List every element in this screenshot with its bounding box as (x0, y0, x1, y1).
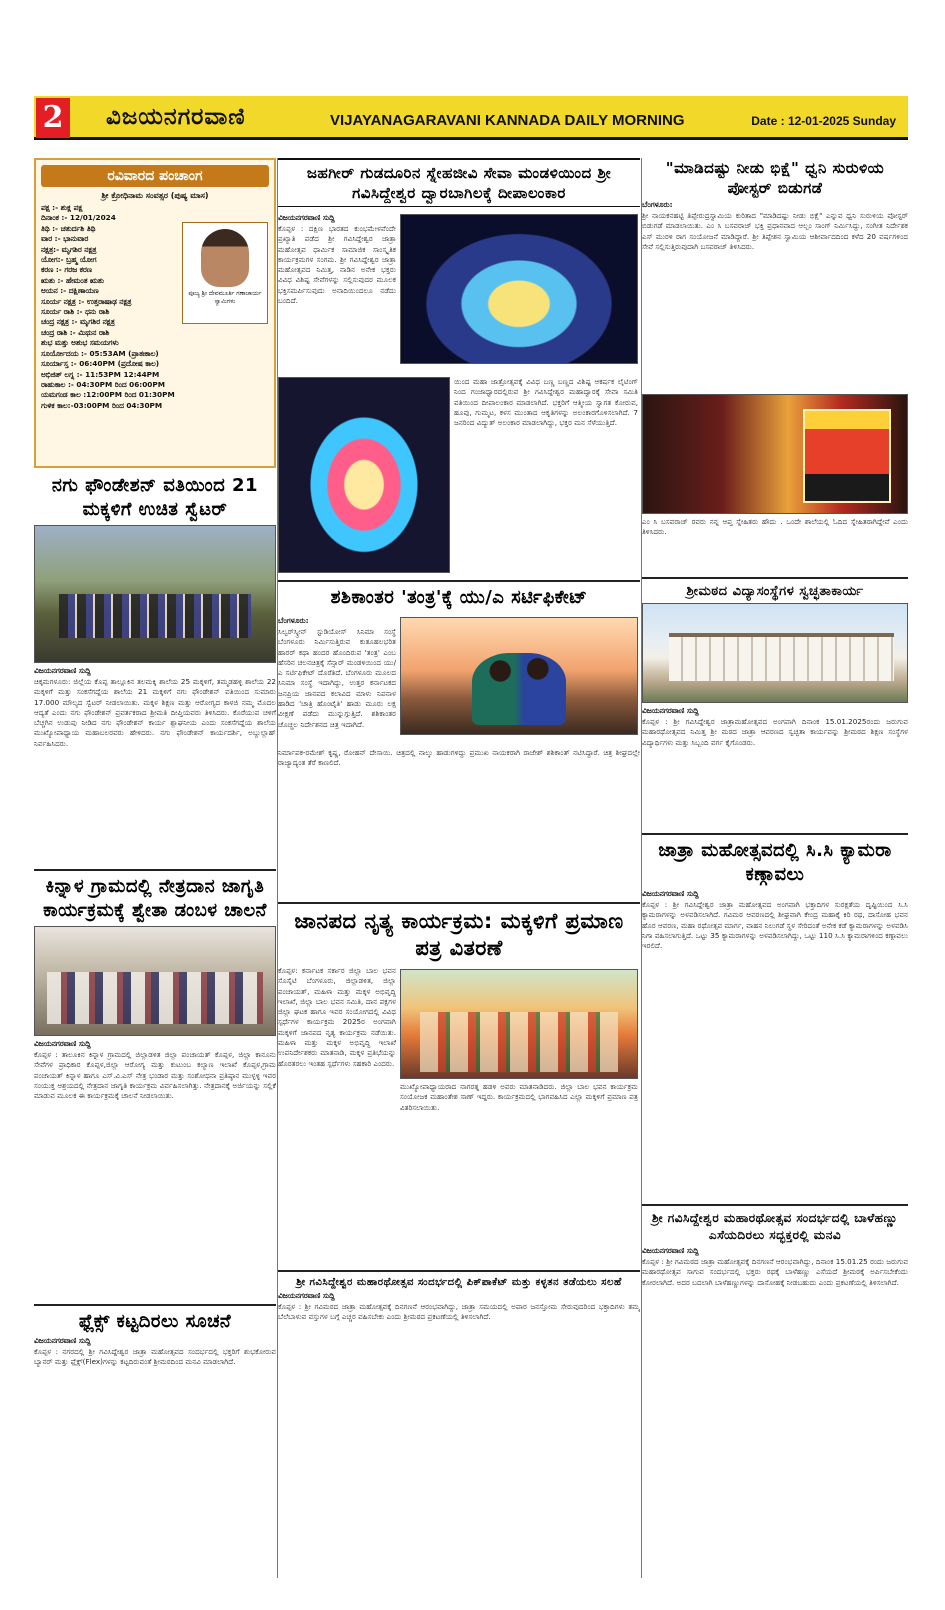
headline: ಜಹಗೀರ್ ಗುಡದೂರಿನ ಸ್ನೇಹಜೀವಿ ಸೇವಾ ಮಂಡಳಿಯಿಂದ ಶ್ರೀ ಗವಿಸಿದ್ದೇಶ್ವರ ದ್ವಾರಬಾಗಿಲಕ್ಕೆ ದೀಪಾಲಂಕಾರ (278, 158, 640, 207)
panchanga-row: ಪಕ್ಷ :- ಶುಕ್ಲ ಪಕ್ಷ (41, 203, 83, 212)
paper-name-kannada: ವಿಜಯನಗರವಾಣಿ (106, 104, 246, 130)
masthead (34, 96, 908, 140)
panchanga-row: ವಾರ :- ಭಾನುವಾರ (41, 234, 89, 244)
article-body: ನಿರ್ಮಾಪಕ-ರಮೇಶ್ ಕೃಷ್ಣ, ರೋಹನ್ ದೇಸಾಯಿ. ಚಿತ್ರದಲ್ಲಿ ನಾಲ್ಕು ಹಾಡುಗಳಿದ್ದು ಪ್ರಮುಖ ನಾಯಕರಾಗಿ ರಾಜೇಶ್ ಶಶಿಕಾಂತ್ ನಟಿಸಿದ್ದಾರೆ. ಚಿತ್ರ ಶೀಘ್ರದಲ್ಲೇ ರಾಜ್ಯಾದ್ಯಂತ ತೆರೆ ಕಾಣಲಿದೆ. (278, 748, 640, 768)
panchanga-row: ದಿನಾಂಕ :- 12/01/2024 (41, 213, 116, 223)
headline: ಕಿನ್ನಾಳ ಗ್ರಾಮದಲ್ಲಿ ನೇತ್ರದಾನ ಜಾಗೃತಿ ಕಾರ್ಯಕ್ರಮಕ್ಕೆ ಶ್ವೇತಾ ಡಂಬಳ ಚಾಲನೆ (43, 876, 267, 921)
panchanga-title: ರವಿವಾರದ ಪಂಚಾಂಗ (41, 165, 269, 187)
article-body: ಕೊಪ್ಪಳ: ಕರ್ನಾಟಕ ಸರ್ಕಾರ ಜಿಲ್ಲಾ ಬಾಲ ಭವನ ಸೊಸೈಟಿ ಬೆಂಗಳೂರು, ಜಿಲ್ಲಾಡಳಿತ, ಜಿಲ್ಲಾ ಪಂಚಾಯತ್, ಮಹಿಳಾ ಮತ್ತು ಮಕ್ಕಳ ಅಭಿವೃದ್ಧಿ ಇಲಾಖೆ, ಜಿಲ್ಲಾ ಬಾಲ ಭವನ ಸಮಿತಿ, ದಾನ ಪಕ್ಷಗಳ ಜಿಲ್ಲಾ ಘಟಕ ಹಾಗೂ ಇವರ ಸಂಯೋಗದಲ್ಲಿ ವಿವಿಧ ಸ್ಪರ್ಧೆಗಳ ಕಾರ್ಯಕ್ರಮ 2025ರ ಅಂಗವಾಗಿ ಮಕ್ಕಳಿಗೆ ಜಾನಪದ ನೃತ್ಯ ಕಾರ್ಯಕ್ರಮ ನಡೆಯಿತು. ಮಹಿಳಾ ಮತ್ತು ಮಕ್ಕಳ ಅಭಿವೃದ್ಧಿ ಇಲಾಖೆ ಉಪನಿರ್ದೇಶಕರು ಮಾತನಾಡಿ, ಮಕ್ಕಳ ಪ್ರತಿಭೆಯನ್ನು ಹೊರತರಲು ಇಂತಹ ಸ್ಪರ್ಧೆಗಳು ಸಹಕಾರಿ ಎಂದರು. (278, 966, 396, 1068)
headline: ಶ್ರೀ ಗವಿಸಿದ್ದೇಶ್ವರ ಮಹಾರಥೋತ್ಸವ ಸಂದರ್ಭದಲ್ಲಿ ಪಿಕ್‌ಪಾಕೆಟ್ ಮತ್ತು ಕಳ್ಳತನ ತಡೆಯಲು ಸಲಹೆ (296, 1277, 622, 1288)
paper-name-english: VIJAYANAGARAVANI KANNADA DAILY MORNING (330, 112, 685, 129)
article-body: ಕೊಪ್ಪಳ : ಶ್ರೀ ಗವಿಮಠದ ಜಾತ್ರಾ ಮಹೋತ್ಸವಕ್ಕೆ ದಿನಗಣನೆ ಆರಂಭವಾಗಿದ್ದು, ಜಾತ್ರಾ ಸಮಯದಲ್ಲಿ ಅಪಾರ ಜನಸ್ತೋಮ ಸೇರುವುದರಿಂದ ಭಕ್ತಾದಿಗಳು ತಮ್ಮ ಬೆಲೆಬಾಳುವ ವಸ್ತುಗಳ ಬಗ್ಗೆ ಎಚ್ಚರ ವಹಿಸಬೇಕು ಎಂದು ಶ್ರೀಮಠದ ಪ್ರಕಟಣೆಯಲ್ಲಿ ತಿಳಿಸಲಾಗಿದೆ. (278, 1302, 640, 1322)
headline: ಶ್ರೀಮಠದ ವಿದ್ಯಾಸಂಸ್ಥೆಗಳ ಸ್ವಚ್ಛತಾಕಾರ್ಯ (686, 584, 864, 599)
byline: ವಿಜಯನಗರವಾಣಿ ಸುದ್ದಿ (34, 1039, 91, 1048)
panchanga-row: ಋತು :- ಹೇಮಂತ ಋತು (41, 275, 104, 285)
byline: ವಿಜಯನಗರವಾಣಿ ಸುದ್ದಿ (34, 1336, 91, 1345)
article-body: ಚಿಕ್ಕಮಗಳೂರು: ಜಿಲ್ಲೆಯ ಕೊಪ್ಪ ತಾಲ್ಲೂಕಿನ ತಲಮಕ್ಕಿ ಶಾಲೆಯ 25 ಮಕ್ಕಳಿಗೆ, ತಮ್ಮಡಹಳ್ಳಿ ಶಾಲೆಯ 22 ಮಕ್ಕಳಿಗೆ ಮತ್ತು ಸಂಕಸೆಗದ್ದೆಯ ಶಾಲೆಯ 21 ಮಕ್ಕಳಿಗೆ ನಗು ಫೌಂಡೇಶನ್ ವತಿಯಿಂದ ಸುಮಾರು 17.000 ಮೌಲ್ಯದ ಸ್ವೆಟರ್ ನೀಡಲಾಯಿತು. ಮಕ್ಕಳ ಶಿಕ್ಷಣ ಮತ್ತು ಆರೋಗ್ಯದ ಕಾಳಜಿ ನಮ್ಮ ಮೊದಲ ಆದ್ಯತೆ ಎಂದು ನಗು ಫೌಂಡೇಶನ್ ಪ್ರವರ್ತಕರಾದ ಶ್ರೀಮತಿ ದೀಪ್ತಿಯವರು ತಿಳಿಸಿದರು. ಕೊರೆಯುವ ಚಳಿಗೆ ಬೆಚ್ಚಗಿನ ಉಡುಪು ನೀಡಿದ ನಗು ಫೌಂಡೇಶನ್ ಕಾರ್ಯ ಶ್ಲಾಘನೀಯ ಎಂದು ಸಂಕಸೆಗದ್ದೆಯ ಶಾಲೆಯ ಮುಖ್ಯೋಪಾಧ್ಯಾಯ ಮಹಾಬಲರವರು ಹೇಳಿದರು. ನಗು ಫೌಂಡೇಶನ್ ಕಾರ್ಯದರ್ಶಿ, ಅಬ್ದುಲ್ಲಾಹ್ ನಿರ್ವಹಿಸಿದರು. (34, 677, 276, 748)
article-body: ಮುಖ್ಯೋಪಾಧ್ಯಾಯರಾದ ನಾಗರತ್ನ ಹಡಳಿ ಅವರು ಮಾತನಾಡಿದರು. ಜಿಲ್ಲಾ ಬಾಲ ಭವನ ಕಾರ್ಯಕ್ರಮ ಸಂಯೋಜಕ ಮಹಾಂತೇಶ ಸಾಣ್ ಇದ್ದರು. ಕಾರ್ಯಕ್ರಮದಲ್ಲಿ ಭಾಗವಹಿಸಿದ ಎಲ್ಲಾ ಮಕ್ಕಳಿಗೆ ಪ್ರಮಾಣ ಪತ್ರ ವಿತರಿಸಲಾಯಿತು. (400, 1082, 638, 1112)
column-left (34, 158, 276, 1580)
headline: ಜಾನಪದ ನೃತ್ಯ ಕಾರ್ಯಕ್ರಮ: ಮಕ್ಕಳಿಗೆ ಪ್ರಮಾಣ ಪತ್ರ ವಿತರಣೆ (294, 909, 624, 960)
headline: ಫ್ಲೆಕ್ಸ್ ಕಟ್ಟದಿರಲು ಸೂಚನೆ (78, 1311, 232, 1332)
photo-gate-lights-night (278, 377, 450, 573)
panchanga-box (34, 158, 276, 468)
issue-date: Date : 12-01-2025 Sunday (751, 114, 896, 128)
panchanga-row: ಚಂದ್ರ ರಾಶಿ :- ಮಿಥುನ ರಾಶಿ (41, 327, 110, 337)
priest-photo (182, 222, 268, 324)
article-body: ಕೊಪ್ಪಳ : ಶ್ರೀ ಗವಿಸಿದ್ದೇಶ್ವರ ಜಾತ್ರಾಮಹೋತ್ಸವದ ಅಂಗವಾಗಿ ದಿನಾಂಕ 15.01.2025ರಂದು ಜರುಗುವ ಮಹಾರಥೋತ್ಸವದ ನಿಮಿತ್ತ ಶ್ರೀ ಮಠದ ಜಾತ್ರಾ ಆವರಣದ ಸ್ವಚ್ಛತಾ ಕಾರ್ಯವನ್ನು ಶ್ರೀಮಠದ ಶಿಕ್ಷಣ ಸಂಸ್ಥೆಗಳ ವಿದ್ಯಾರ್ಥಿಗಳು ಮತ್ತು ಸಿಬ್ಬಂದಿ ವರ್ಗ ಕೈಗೊಂಡರು. (642, 717, 908, 747)
priest-face (201, 229, 249, 287)
headline: ಶ್ರೀ ಗವಿಸಿದ್ದೇಶ್ವರ ಮಹಾರಥೋತ್ಸವ ಸಂದರ್ಭದಲ್ಲಿ ಬಾಳೆಹಣ್ಣು ಎಸೆಯದಿರಲು ಸದ್ಭಕ್ತರಲ್ಲಿ ಮನವಿ (651, 1211, 899, 1242)
article-body: ಸಿಲ್ವರ್‌ಸ್ಕ್ರೀನ್ ಸ್ಟುಡಿಯೋಸ್ ಸಿನಿಮಾ ಸಂಸ್ಥೆ ಬೆಂಗಳೂರು ನಿರ್ಮಿಸುತ್ತಿರುವ ಕುತೂಹಲಭರಿತ ಹಾರರ್ ಕಥಾ ಹಂದರ ಹೊಂದಿರುವ 'ತಂತ್ರ' ಎಂಬ ಹೆಸರಿನ ಚಲನಚಿತ್ರಕ್ಕೆ ಸೆನ್ಸಾರ್ ಮಂಡಳಿಯಿಂದ ಯು/ಎ ಸರ್ಟಿಫಿಕೇಟ್ ದೊರೆತಿದೆ. ಬೆಂಗಳೂರು ಮೂಲದ ಸಿನಿಮಾ ಸಂಸ್ಥೆ ಇದಾಗಿದ್ದು, ಉತ್ತರ ಕರ್ನಾಟಕದ ಜನಪ್ರಿಯ ಜಾನಪದ ಕಲಾವಿದ ಮಾಳು ನಿಪನಾಳ ಹಾಡಿದ 'ಚಾತ್ರಿ ಹೊಂಟೈತಿ' ಹಾಡು ಮೂರು ಲಕ್ಷ ವೀಕ್ಷಣೆ ಪಡೆದು ಮುನ್ನುಗ್ಗುತ್ತಿದೆ. ಶಶಿಕಾಂತರ ಚೊಚ್ಚಲ ನಿರ್ದೇಶನದ ಚಿತ್ರ ಇದಾಗಿದೆ. (278, 627, 396, 729)
headline: "ಮಾಡಿದಷ್ಟು ನೀಡು ಭಿಕ್ಷೆ" ಧ್ವನಿ ಸುರುಳಿಯ ಪೋಸ್ಟರ್ ಬಿಡುಗಡೆ (665, 159, 885, 197)
panchanga-row: ಕರಣ :- ಗರಜ ಕರಣ (41, 265, 92, 275)
panchanga-row: ಅಯನ :- ದಕ್ಷಿಣಾಯಣ (41, 286, 99, 296)
panchanga-row: ತಿಥಿ :- ಚತುರ್ದಶಿ ತಿಥಿ (41, 223, 96, 233)
column-right (642, 158, 908, 1580)
byline: ವಿಜಯನಗರವಾಣಿ ಸುದ್ದಿ (642, 706, 699, 715)
byline: ವಿಜಯನಗರವಾಣಿ ಸುದ್ದಿ (642, 889, 699, 898)
priest-caption: ಪೂಜ್ಯ ಶ್ರೀ ದೇವಮೂರ್ತಿ ಗಣಾಚಾರ್ಯ ಸ್ವಾಮಿಗಳು (188, 290, 262, 305)
byline: ಬೆಂಗಳೂರು: (278, 616, 309, 625)
panchanga-row: ಸೂರ್ಯಾಸ್ತ :- 06:40PM (ಪ್ರದೋಷ ಕಾಲ) (41, 359, 160, 369)
panchanga-row: ಯೋಗ:- ಬ್ರಹ್ಮ ಯೋಗ (41, 255, 97, 265)
samvatsara: ಶ್ರೀ ಕ್ರೋಧಿನಾಮ ಸಂವತ್ಸರ (ಪುಷ್ಯ ಮಾಸ) (101, 191, 209, 200)
panchanga-row: ಸೂರ್ಯೋದಯ :- 05:53AM (ಪ್ರಾತಃಕಾಲ) (41, 348, 159, 358)
panchanga-row: ರಾಹುಕಾಲ :- 04:30PM ರಿಂದ 06:00PM (41, 379, 165, 389)
article-body: ಯಿಂದ ಮಹಾ ಜಾತ್ರೋತ್ಸವಕ್ಕೆ ವಿವಿಧ ಬಣ್ಣ ಬಣ್ಣದ ವಿಶಿಷ್ಟ ಆಕರ್ಷಕ ಲೈಟಿಂಗ್ ನಿಂದ ಗಂಜಾಧ್ವಾರದಲ್ಲಿರುವ ಶ್ರೀ ಗವಿಸಿದ್ದೇಶ್ವರ ಮಹಾದ್ವಾರಕ್ಕೆ ಸೇವಾ ಸಮಿತಿ ವತಿಯಿಂದ ದೀಪಾಲಂಕಾರ ಮಾಡಲಾಗಿದೆ. ಭಕ್ತರಿಗೆ ಆತ್ಮೀಯ ಸ್ವಾಗತ ಕೋರುವ, ಹೂವು, ಗುಮ್ಮಟ, ಕಳಸ ಮುಂತಾದ ಆಕೃತಿಗಳನ್ನು ಅಲಂಕಾರಗೊಳಿಸಲಾಗಿದೆ. 7 ಜನರಿಂದ ವಿದ್ಯುತ್ ಅಲಂಕಾರ ಮಾಡಲಾಗಿದ್ದು, ಭಕ್ತರ ಮನ ಸೆಳೆಯುತ್ತಿದೆ. (454, 377, 638, 428)
photo-film-stills (400, 617, 638, 735)
byline: ವಿಜಯನಗರವಾಣಿ ಸುದ್ದಿ (34, 666, 91, 675)
headline: ನಗು ಫೌಂಡೇಶನ್ ವತಿಯಿಂದ 21 ಮಕ್ಕಳಿಗೆ ಉಚಿತ ಸ್ವೆಟರ್ (51, 475, 259, 520)
byline: ವಿಜಯನಗರವಾಣಿ ಸುದ್ದಿ (642, 1246, 699, 1255)
article-body: ಕೊಪ್ಪಳ : ತಾಲೂಕಿನ ಕಿನ್ನಾಳ ಗ್ರಾಮದಲ್ಲಿ ಜಿಲ್ಲಾಡಳಿತ ಜಿಲ್ಲಾ ಪಂಚಾಯತ್ ಕೊಪ್ಪಳ, ಜಿಲ್ಲಾ ಕಾನೂನು ಸೇವೆಗಳ ಪ್ರಾಧಿಕಾರ ಕೊಪ್ಪಳ,ಜಿಲ್ಲಾ ಆರೋಗ್ಯ ಮತ್ತು ಕುಟುಂಬ ಕಲ್ಯಾಣ ಇಲಾಖೆ ಕೊಪ್ಪಳ,ಗ್ರಾಮ ಪಂಚಾಯತ್ ಕಿನ್ನಾಳ ಹಾಗೂ ಎಸ್.ವಿ.ಎಸ್ ನೇತ್ರ ಭಂಡಾರ ಮತ್ತು ಸಂಶೋಧನಾ ಪ್ರತಿಷ್ಠಾನ ಮುಳ್ಳಳ್ಳಿ ಇವರ ಸಂಯುಕ್ತ ಆಶ್ರಯದಲ್ಲಿ ನೇತ್ರದಾನ ಜಾಗೃತಿ ಕಾರ್ಯಕ್ರಮ ವಿರ್ವಹಿಸಲಾಗಿತ್ತು. ನೇತ್ರದಾನಕ್ಕೆ ಅರ್ಜಿಯನ್ನು ಸಲ್ಲಿಕೆ ಮಾಡುವ ಮೂಲಕ ಈ ಕಾರ್ಯಕ್ರಮಕ್ಕೆ ಚಾಲನೆ ನೀಡಲಾಯಿತು. (34, 1050, 276, 1101)
panchanga-row: ಗುಳಿಕ ಕಾಲ:-03:00PM ರಿಂದ 04:30PM (41, 400, 163, 410)
headline: ಶಶಿಕಾಂತರ 'ತಂತ್ರ'ಕ್ಕೆ ಯು/ಎ ಸರ್ಟಿಫಿಕೇಟ್ (330, 587, 588, 608)
article-body: ಕೊಪ್ಪಳ : ಶ್ರೀ ಗವಿಸಿದ್ದೇಶ್ವರ ಜಾತ್ರಾ ಮಹೋತ್ಸವದ ಅಂಗವಾಗಿ ಭಕ್ತಾದಿಗಳ ಸುರಕ್ಷತೆಯ ದೃಷ್ಟಿಯಿಂದ ಸಿ.ಸಿ ಕ್ಯಾಮರಾಗಳನ್ನು ಅಳವಡಿಸಲಾಗಿದೆ. ಗವಿಮಠ ಆವರಣದಲ್ಲಿ ಶೀಘ್ರವಾಗಿ ಕೇಂದ್ರ ಮಹಾಕ್ಕೆ ಕಿರಿ ರಥ, ದಾಸೋಹ ಭವನ ಹೊರ ಆವರಣ, ಮಹಾ ರಥೋತ್ಸವ ಮಾರ್ಗ, ವಾಹನ ನಿಲುಗಡೆ ಸ್ಥಳ ಸೇರಿದಂತೆ ಅನೇಕ ಕಡೆ ಕ್ಯಾಮರಾಗಳನ್ನು ಅಳವಡಿಸಿ ನಿಗಾ ವಹಿಸಲಾಗುತ್ತಿದೆ. ಒಟ್ಟು 35 ಕ್ಯಾಮರಾಗಳನ್ನು ಅಳವಡಿಸಲಾಗಿದ್ದು, ಒಟ್ಟು 110 ಸಿ.ಸಿ ಕ್ಯಾಮರಾಗಳಿಂದ ಕಣ್ಗಾವಲು ಇರಲಿದೆ. (642, 900, 908, 951)
column-middle (278, 158, 640, 1580)
byline: ವಿಜಯನಗರವಾಣಿ ಸುದ್ದಿ (278, 213, 335, 222)
panchanga-row: ಯಮಗಂಡ ಕಾಲ :12:00PM ರಿಂದ 01:30PM (41, 390, 175, 400)
photo-certificates-children (400, 969, 638, 1079)
panchanga-row: ಅಭಿಜಿತ್ ಲಗ್ನ :- 11:53PM 12:44PM (41, 369, 160, 379)
photo-illuminated-gate (400, 214, 638, 364)
panchanga-row: ಚಂದ್ರ ನಕ್ಷತ್ರ :- ಮೃಗಶಿರ ನಕ್ಷತ್ರ (41, 317, 115, 327)
page-number: 2 (36, 98, 70, 138)
byline: ವಿಜಯನಗರವಾಣಿ ಸುದ್ದಿ (278, 1291, 335, 1300)
photo-eye-donation-event (34, 926, 276, 1036)
byline: ಬೆಂಗಳೂರು: (642, 200, 673, 209)
headline: ಜಾತ್ರಾ ಮಹೋತ್ಸವದಲ್ಲಿ ಸಿ.ಸಿ ಕ್ಯಾಮರಾ ಕಣ್ಗಾವಲು (658, 840, 892, 885)
article-body: ಶ್ರೀ ನಾಯಕನಹಟ್ಟಿ ತಿಪ್ಪೇರುದ್ರಸ್ವಾಮಿಯ ಕುರಿತಾದ "ಮಾಡಿದಷ್ಟು ನೀಡು ಭಿಕ್ಷೆ" ಎನ್ನುವ ಧ್ವನಿ ಸುರುಳಿಯ ಪೋಸ್ಟರ್ ಬಿಡುಗಡೆ ಮಾಡಲಾಯಿತು. ಎಂ ಸಿ ಬಸವರಾಜ್ ಭಕ್ತಿ ಪ್ರಧಾನವಾದ ಆಲ್ಬಂ ಸಾಂಗ್ ನಿರ್ಮಿಸಿದ್ದು, ಸಂಗೀತ ನಿರ್ದೇಶಕ ಎಸ್ ಮುರಳಿ ರಾಗ ಸಂಯೋಜನೆ ಮಾಡಿದ್ದಾರೆ. ಶ್ರೀ ತಿಪ್ಪೇಶನ ಸ್ವಾಮಿಯ ಆಶೀರ್ವಾದದಿಂದ ಕಳೆದ 20 ವರ್ಷಗಳಿಂದ ಸೇವೆ ಸಲ್ಲಿಸುತ್ತಿರುವುದಾಗಿ ಬಸವರಾಜ್ ತಿಳಿಸಿದರು. (642, 211, 908, 251)
article-body: ಕೊಪ್ಪಳ : ನಗರದಲ್ಲಿ ಶ್ರೀ ಗವಿಸಿದ್ದೇಶ್ವರ ಜಾತ್ರಾ ಮಹೋತ್ಸವದ ಸಂದರ್ಭದಲ್ಲಿ ಭಕ್ತರಿಗೆ ಶುಭಕೋರುವ ಬ್ಯಾನರ್ ಮತ್ತು ಫ್ಲೆಕ್ಸ್(Flex)ಗಳನ್ನು ಕಟ್ಟದಿರುವಂತೆ ಶ್ರೀಮಠದಿಂದ ಮನವಿ ಮಾಡಲಾಗಿದೆ. (34, 1347, 276, 1367)
panchanga-row: ಶುಭ ಮತ್ತು ಅಶುಭ ಸಮಯಗಳು (41, 338, 119, 348)
photo-students-sweaters (34, 525, 276, 663)
article-body: ಎಂ ಸಿ ಬಸವರಾಜ್ ರವರು ನನ್ನ ಆಪ್ತ ಸ್ನೇಹಿತರು ಹೌದು . ಒಂದೇ ಶಾಲೆಯಲ್ಲಿ ಓದಿದ ಸ್ನೇಹಿತರಾಗಿದ್ದೇವೆ ಎಂದು ತಿಳಿಸಿದರು. (642, 517, 908, 537)
photo-poster-release (642, 394, 908, 514)
article-body: ಕೊಪ್ಪಳ : ದಕ್ಷಿಣ ಭಾರತದ ಕುಂಭಮೇಳವೆಂದೇ ಪ್ರಖ್ಯಾತಿ ಪಡೆದ ಶ್ರೀ ಗವಿಸಿದ್ದೇಶ್ವರ ಜಾತ್ರಾ ಮಹೋತ್ಸವ ಧಾರ್ಮಿಕ ಸಾಮಾಜಿಕ ಸಾಂಸ್ಕೃತಿಕ ಕಾರ್ಯಕ್ರಮಗಳ ಸಂಗಮ. ಶ್ರೀ ಗವಿಸಿದ್ದೇಶ್ವರ ಜಾತ್ರಾ ಮಹೋತ್ಸವದ ನಿಮಿತ್ತ, ನಾಡಿನ ಅನೇಕ ಭಕ್ತರು ವಿವಿಧ ವಿಶಿಷ್ಟ ಸೇವೆಗಳನ್ನು ಸಲ್ಲಿಸುವುದರ ಮೂಲಕ ಭಕ್ತಿಸಮರ್ಪಿಸುವುದು ಅನಾದಿಯಿಂದಲೂ ನಡೆದು ಬಂದಿದೆ. (278, 224, 396, 306)
panchanga-row: ನಕ್ಷತ್ರ:- ಮೃಗಶಿರ ನಕ್ಷತ್ರ (41, 244, 97, 254)
panchanga-row: ಸೂರ್ಯ ರಾಶಿ :- ಧನು ರಾಶಿ (41, 307, 110, 317)
panchanga-row: ಸೂರ್ಯ ನಕ್ಷತ್ರ :- ಉತ್ತರಾಷಾಢ ನಕ್ಷತ್ರ (41, 296, 132, 306)
photo-school-building (642, 603, 908, 703)
article-body: ಕೊಪ್ಪಳ : ಶ್ರೀ ಗವಿಮಠದ ಜಾತ್ರಾ ಮಹೋತ್ಸವಕ್ಕೆ ದಿನಗಣನೆ ಆರಂಭವಾಗಿದ್ದು, ದಿನಾಂಕ 15.01.25 ರಂದು ಜರುಗುವ ಮಹಾರಥೋತ್ಸವ ಸಾಗುವ ಸಂದರ್ಭದಲ್ಲಿ ಭಕ್ತರು ರಥಕ್ಕೆ ಬಾಳೆಹಣ್ಣು ಎಸೆಯದೆ ಶ್ರೀಮಠಕ್ಕೆ ಅರ್ಪಿಸಬೇಕೆಂದು ಕೋರಲಾಗಿದೆ. ಅದರ ಬದಲಾಗಿ ಬಾಳೆಹಣ್ಣುಗಳನ್ನು ದಾಸೋಹಕ್ಕೆ ನೀಡಬಹುದು ಎಂದು ಪ್ರಕಟಣೆಯಲ್ಲಿ ತಿಳಿಸಲಾಗಿದೆ. (642, 1257, 908, 1287)
